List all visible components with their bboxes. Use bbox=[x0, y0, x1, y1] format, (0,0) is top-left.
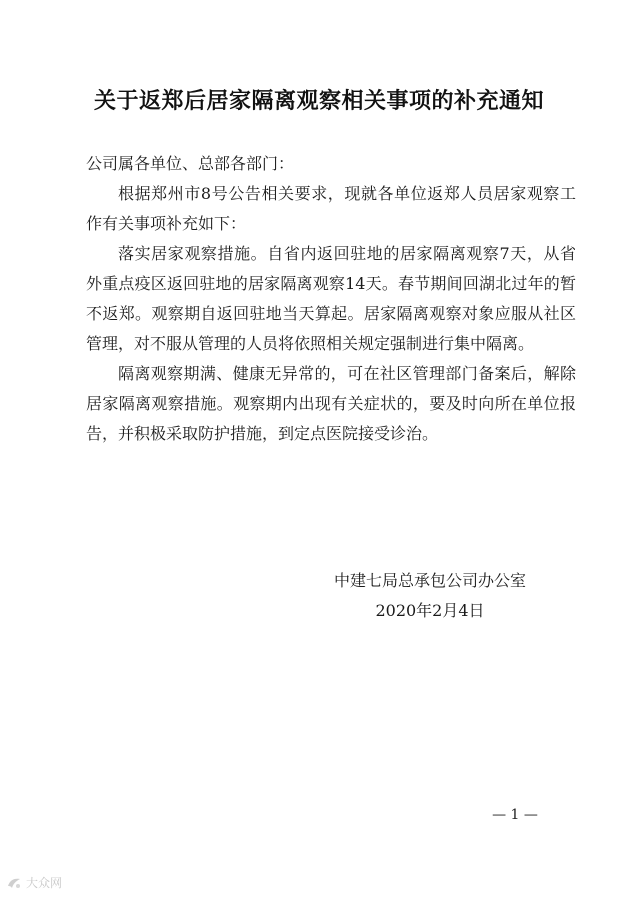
page-number: — 1 — bbox=[492, 807, 538, 823]
watermark-text: 大众网 bbox=[26, 876, 63, 890]
signature-block bbox=[300, 566, 560, 626]
salutation: 公司属各单位、总部各部门： bbox=[86, 154, 295, 173]
paragraph-intro: 根据郑州市8号公告相关要求，现就各单位返郑人员居家观察工作有关事项补充如下： bbox=[86, 184, 576, 233]
issue-date: 2020年2月4日 bbox=[375, 601, 485, 620]
watermark bbox=[6, 874, 62, 891]
issuing-organization: 中建七局总承包公司办公室 bbox=[333, 571, 526, 590]
document-title: 关于返郑后居家隔离观察相关事项的补充通知 bbox=[93, 89, 544, 114]
document-body bbox=[86, 149, 576, 449]
paragraph-home-observation: 落实居家观察措施。自省内返回驻地的居家隔离观察7天，从省外重点疫区返回驻地的居家隔离观察14天。春节期间回湖北过年的暂不返郑。观察期自返回驻地当天算起。居家隔离观察对象应服从社区管理，对不服从管理的人员将依照相关规定强制进行集中隔离。 bbox=[86, 244, 576, 353]
paragraph-release: 隔离观察期满、健康无异常的，可在社区管理部门备案后，解除居家隔离观察措施。观察期内出现有关症状的，要及时向所在单位报告，并积极采取防护措施，到定点医院接受诊治。 bbox=[86, 364, 576, 443]
watermark-logo-icon bbox=[6, 876, 22, 890]
